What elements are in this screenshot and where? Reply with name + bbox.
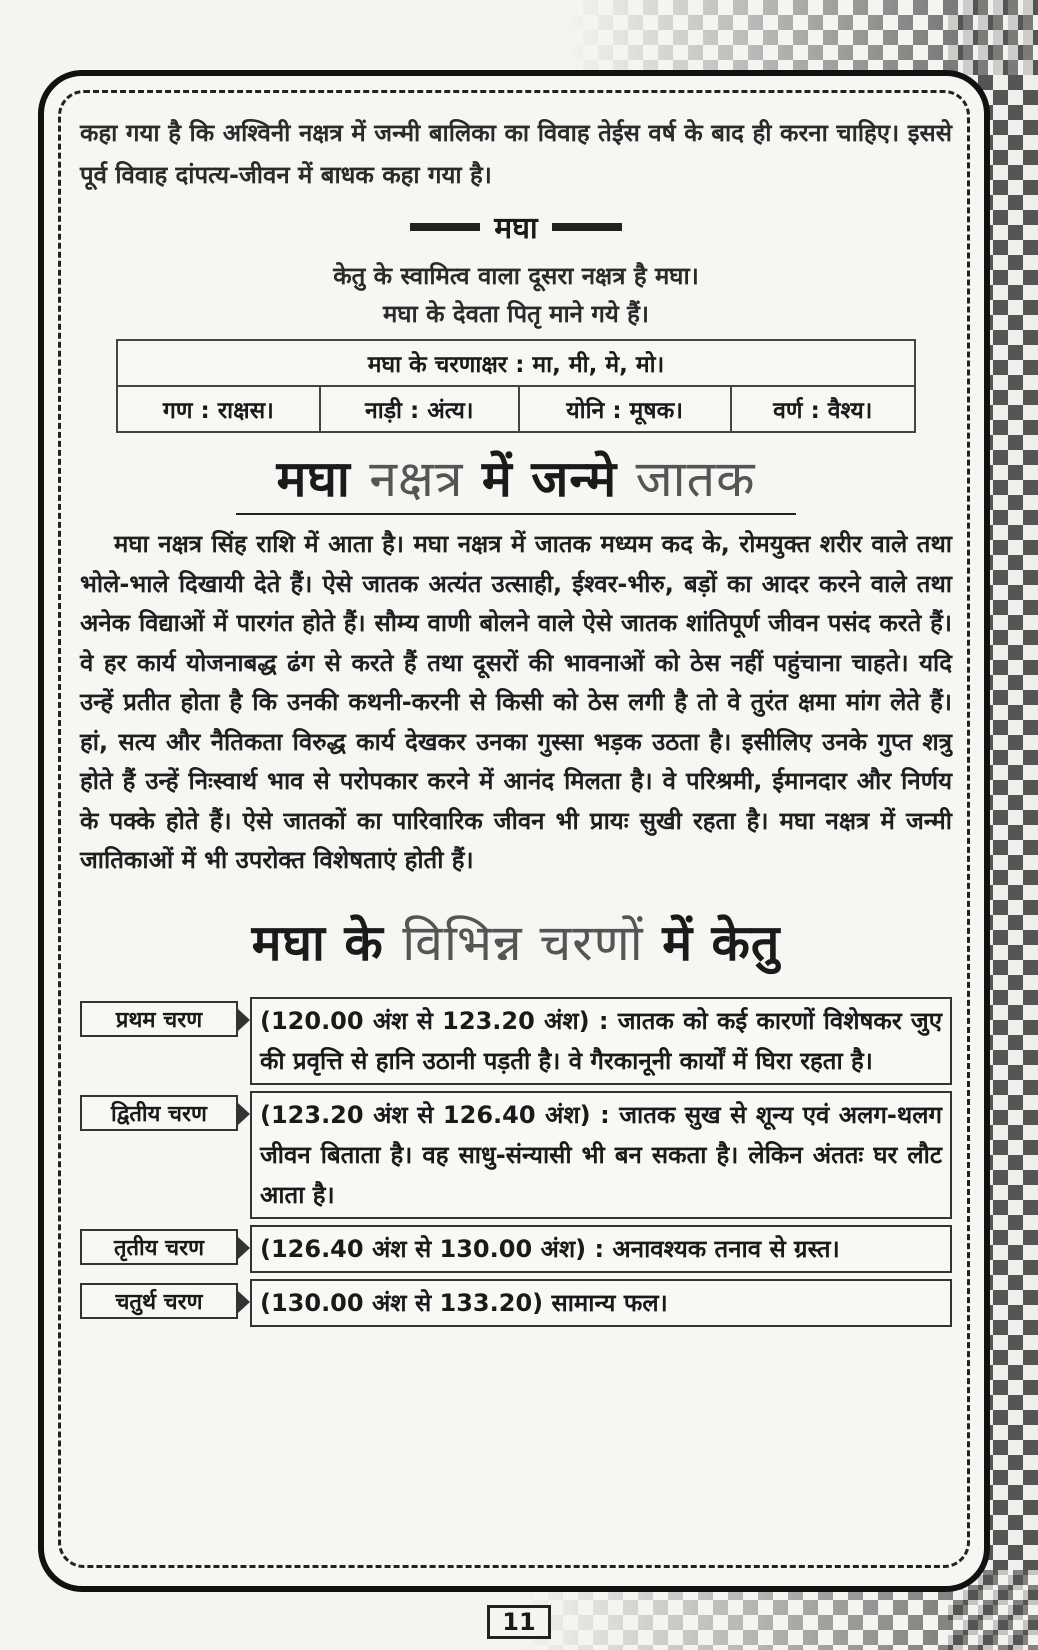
phase-label: चतुर्थ चरण: [80, 1283, 238, 1319]
phase-label: प्रथम चरण: [80, 1001, 238, 1037]
checker-border-top: [568, 0, 1038, 75]
phase-label: तृतीय चरण: [80, 1229, 238, 1265]
phase-row: [80, 1091, 952, 1219]
phase-text: (130.00 अंश से 133.20) सामान्य फल।: [250, 1279, 952, 1327]
gana-cell: गण : राक्षस।: [117, 386, 320, 432]
title-born-natives: मघा नक्षत्र में जन्मे जातक: [276, 450, 756, 508]
info-table: [116, 339, 916, 433]
center-line-1: केतु के स्वामित्व वाला दूसरा नक्षत्र है मघा।: [333, 262, 699, 290]
phase-row: [80, 1279, 952, 1327]
phase-label: द्वितीय चरण: [80, 1095, 238, 1131]
phase-list: [80, 997, 952, 1327]
heading-bar-right: [552, 223, 622, 231]
page-content: [80, 112, 952, 1333]
title-phases: मघा के विभिन्न चरणों में केतु: [251, 913, 781, 972]
phase-text: (123.20 अंश से 126.40 अंश) : जातक सुख से शून्य एवं अलग-थलग जीवन बिताता है। वह साधु-संन्यासी भी बन सकता है। लेकिन अंततः घर लौट आता है।: [250, 1091, 952, 1219]
yoni-cell: योनि : मूषक।: [519, 386, 731, 432]
title-underline: [236, 513, 796, 515]
phase-row: [80, 997, 952, 1085]
body-paragraph: मघा नक्षत्र सिंह राशि में आता है। मघा नक्षत्र में जातक मध्यम कद के, रोमयुक्त शरीर वाले तथा भोले-भाले दिखायी देते हैं। ऐसे जातक अत्यंत उत्साही, ईश्वर-भीरु, बड़ों का आदर करने वाले तथा अनेक विद्याओं में पारगंत होते हैं। सौम्य वाणी बोलने वाले ऐसे जातक शांतिपूर्ण जीवन पसंद करते हैं। वे हर कार्य योजनाबद्ध ढंग से करते हैं तथा दूसरों की भावनाओं को ठेस नहीं पहुंचाना चाहते। यदि उन्हें प्रतीत होता है कि उनकी कथनी-करनी से किसी को ठेस लगी है तो वे तुरंत क्षमा मांग लेते हैं। हां, सत्य और नैतिकता विरुद्ध कार्य देखकर उनका गुस्सा भड़क उठता है। इसीलिए उनके गुप्त शत्रु होते हैं उन्हें निःस्वार्थ भाव से परोपकार करने में आनंद मिलता है। वे परिश्रमी, ईमानदार और निर्णय के पक्के होते हैं। ऐसे जातकों का पारिवारिक जीवन भी प्रायः सुखी रहता है। मघा नक्षत्र में जन्मी जातिकाओं में भी उपरोक्त विशेषताएं होती हैं।: [80, 530, 952, 874]
nadi-cell: नाड़ी : अंत्य।: [320, 386, 519, 432]
phase-text: (120.00 अंश से 123.20 अंश) : जातक को कई कारणों विशेषकर जुए की प्रवृत्ति से हानि उठानी पड़ती है। वे गैरकानूनी कार्यों में घिरा रहता है।: [250, 997, 952, 1085]
intro-text: कहा गया है कि अश्विनी नक्षत्र में जन्मी बालिका का विवाह तेईस वर्ष के बाद ही करना चाहिए। इससे पूर्व विवाह दांपत्य-जीवन में बाधक कहा गया है।: [80, 119, 952, 189]
heading-bar-left: [410, 223, 480, 231]
syllables-cell: मघा के चरणाक्षर : मा, मी, मे, मो।: [117, 340, 915, 386]
phase-row: [80, 1225, 952, 1273]
section-heading: [80, 206, 952, 247]
phase-text: (126.40 अंश से 130.00 अंश) : अनावश्यक तनाव से ग्रस्त।: [250, 1225, 952, 1273]
center-line-2: मघा के देवता पितृ माने गये हैं।: [383, 300, 649, 328]
section-heading-text: मघा: [494, 211, 538, 246]
varna-cell: वर्ण : वैश्य।: [731, 386, 915, 432]
page-number: 11: [487, 1605, 551, 1639]
